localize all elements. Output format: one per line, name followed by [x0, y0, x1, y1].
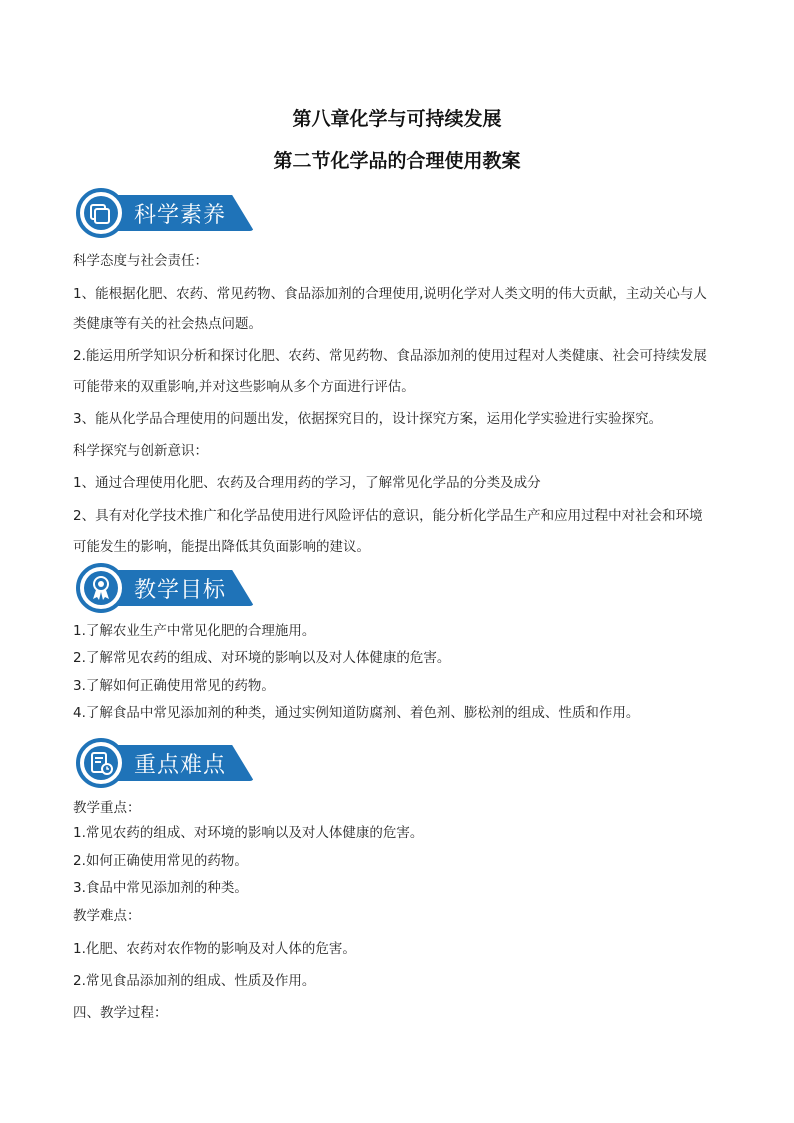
- literacy-line: 类健康等有关的社会热点问题。: [73, 316, 262, 332]
- keypoint-line: 教学难点：: [73, 908, 141, 924]
- section-title: 第二节化学品的合理使用教案: [273, 150, 521, 172]
- keypoint-line: 3.食品中常见添加剂的种类。: [73, 880, 248, 896]
- literacy-line: 科学探究与创新意识：: [73, 443, 208, 459]
- goal-line: 1.了解农业生产中常见化肥的合理施用。: [73, 623, 316, 639]
- keypoint-line: 2.常见食品添加剂的组成、性质及作用。: [73, 973, 316, 989]
- keypoints-banner: [76, 738, 256, 788]
- folders-icon: [85, 197, 117, 229]
- goal-line: 3.了解如何正确使用常见的药物。: [73, 678, 275, 694]
- keypoint-line: 四、教学过程：: [73, 1005, 168, 1021]
- literacy-banner: [76, 188, 256, 238]
- literacy-line: 1、通过合理使用化肥、农药及合理用药的学习，了解常见化学品的分类及成分: [73, 475, 541, 491]
- literacy-line: 可能带来的双重影响,并对这些影响从多个方面进行评估。: [73, 379, 415, 395]
- literacy-line: 1、能根据化肥、农药、常见药物、食品添加剂的合理使用,说明化学对人类文明的伟大贡献，主动关心与人: [73, 286, 707, 302]
- document-clock-icon: [85, 747, 117, 779]
- goals-banner: [76, 563, 256, 613]
- goal-line: 2.了解常见农药的组成、对环境的影响以及对人体健康的危害。: [73, 650, 451, 666]
- keypoint-line: 1.化肥、农药对农作物的影响及对人体的危害。: [73, 941, 356, 957]
- keypoint-line: 2.如何正确使用常见的药物。: [73, 853, 248, 869]
- literacy-line: 3、能从化学品合理使用的问题出发，依据探究目的，设计探究方案，运用化学实验进行实验探究。: [73, 411, 663, 427]
- goal-line: 4.了解食品中常见添加剂的种类，通过实例知道防腐剂、着色剂、膨松剂的组成、性质和作用。: [73, 705, 640, 721]
- keypoint-line: 教学重点：: [73, 800, 141, 816]
- literacy-heading: 科学素养: [134, 203, 227, 228]
- keypoints-heading: 重点难点: [134, 753, 227, 778]
- keypoint-line: 1.常见农药的组成、对环境的影响以及对人体健康的危害。: [73, 825, 424, 841]
- literacy-line: 可能发生的影响，能提出降低其负面影响的建议。: [73, 539, 370, 555]
- award-ribbon-icon: [85, 572, 117, 604]
- literacy-line: 2.能运用所学知识分析和探讨化肥、农药、常见药物、食品添加剂的使用过程对人类健康、社会可持续发展: [73, 348, 707, 364]
- literacy-line: 2、具有对化学技术推广和化学品使用进行风险评估的意识，能分析化学品生产和应用过程中对社会和环境: [73, 508, 703, 524]
- literacy-line: 科学态度与社会责任：: [73, 253, 208, 269]
- chapter-title: 第八章化学与可持续发展: [292, 108, 502, 130]
- goals-heading: 教学目标: [134, 578, 227, 603]
